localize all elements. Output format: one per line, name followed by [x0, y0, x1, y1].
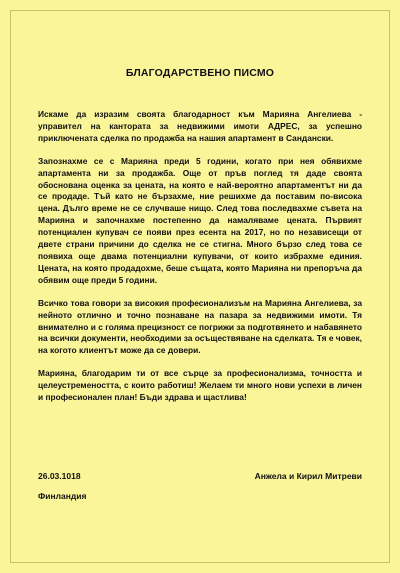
letter-body	[38, 109, 362, 415]
letter-place: Финландия	[38, 491, 87, 501]
letter-signers: Анжела и Кирил Митреви	[254, 471, 362, 481]
paragraph-1: Искаме да изразим своята благодарност към Марияна Ангелиева - управител на кантората за недвижими имоти АДРЕС, за успешно приключената сделка по продажба на нашия апартамент в Сандански.	[38, 109, 362, 143]
letter-date: 26.03.1018	[38, 471, 81, 481]
paragraph-2: Запознахме се с Марияна преди 5 години, когато при нея обявихме апартамента ни за продажба. Още от пръв поглед тя даде своята обоснована оценка за цената, на която е най-вероятно апартаментът ни да се продаде. Тъй като не бързахме, ние решихме да поставим по-висока цена. Дълго време не се случваше нищо. След това последвахме съвета на Марияна и започнахме постепенно да намаляваме цената. Първият потенциален купувач се появи през есента на 2017, но по независещи от двете страни причини до сделка не се стигна. Много бързо след това се появиха още двама потенциални купувачи, от които избрахме единия. Цената, на която продадохме, беше същата, която Марияна ни препоръча да обявим още преди 5 години.	[38, 155, 362, 285]
paragraph-4: Марияна, благодарим ти от все сърце за професионализма, точността и целеустремеността, с които работиш! Желаем ти много нови успехи в личен и професионален план! Бъди здрава и щастлива!	[38, 368, 362, 403]
paragraph-3: Всичко това говори за високия професионализъм на Марияна Ангелиева, за нейното отлично и точно познаване на пазара за недвижими имоти. Тя внимателно и с голяма прецизност се погрижи за подготвянето и набавянето на всички документи, необходими за осъществяване на сделката. Тя е човек, на когото клиентът може да се довери.	[38, 297, 362, 356]
letter-title: БЛАГОДАРСТВЕНО ПИСМО	[125, 67, 275, 79]
